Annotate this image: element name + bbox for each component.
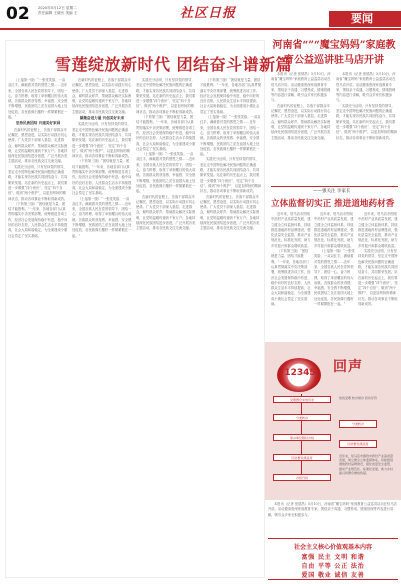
column-text: （下转第三版）“团结就是力量，团结才能胜利。”一年来，各地各部门认真贯彻落实中央决策部署，统筹推进各项工作，经济社会发展保持稳中有进、稳中向好的良好态势，人民群众生活水平持续提高，社会大局和谐稳定，为全面建成小康社会奠定了坚实基础。 <box>8 201 68 238</box>
bottom-right-text <box>268 502 398 536</box>
column-text: 本报讯（记者 张德昌）5月10日，河南省“魔宝妈妈”家庭教育公益巡讲活动在驻马店开讲。活动邀请资深家庭教育专家，围绕亲子沟通、习惯养成、情绪管理等内容进行讲解，吸引众多家长积极参与。 <box>268 502 397 517</box>
masthead <box>0 0 401 30</box>
flow-step: 受理群众来电诉求 <box>273 396 331 403</box>
column-text: （下转第三版）“团结就是力量，团结才能胜利。”一年来，各地各部门认真贯彻落实中央决策部署，统筹推进各项工作，经济社会发展保持稳中有进、稳中向好的良好态势，人民群众生活水平持续提高，社会大局和谐稳定，为全面建成小康社会奠定了坚实基础。 <box>72 159 132 196</box>
flow-side-step: 分类转办 <box>339 420 377 428</box>
right-story-title: 河南省“”“魔宝妈妈”家庭教育公益巡讲驻马店开讲 <box>272 40 396 66</box>
banner-row: 爱国 敬业 诚信 友善 <box>301 572 365 579</box>
column-text: （上接第一版）“一张张笑脸、一双双红手，满载着对党的感恩之情……近年来，全国各族人民在党的领导下，团结一心，奋力拼搏，取得了举世瞩目的伟大成就。各族群众的获得感、幸福感、安全感不断增强，民族团结之花在祖国大地上处处绽放，各民族像石榴籽一样紧紧抱在一起。” <box>72 196 132 238</box>
column-text: （下转第三版）“团结就是力量，团结才能胜利。”一年来，各地各部门认真贯彻落实中央决策部署，统筹推进各项工作，经济社会发展保持稳中有进、稳中向好的良好态势，人民群众生活水平持续提高，社会大局和谐稳定，为全面建成小康社会奠定了坚实基础。 <box>271 249 311 307</box>
main-headline: 雪莲绽放新时代 团结奋斗谱新篇 <box>55 55 293 74</box>
banner-title: 社会主义核心价值观基本内容 <box>293 544 372 551</box>
column-text: 实践充分证明，只有坚持党的领导，坚定走中国特色解决民族问题的正确道路，才能实现各民族共同团结奋斗、共同繁荣发展。站在新的历史起点上，我们要进一步增强“四个意识”、坚定“四个自信”、做到“两个维护”，以更加昂扬的精神状态，推动各项事业不断取得新成效。 <box>72 122 132 159</box>
page-number: 02 <box>6 4 30 24</box>
sub-story-col-3 <box>358 212 398 340</box>
column-text: （下转第三版）“团结就是力量，团结才能胜利。”一年来，各地各部门认真贯彻落实中央决策部署，统筹推进各项工作，经济社会发展保持稳中有进、稳中向好的良好态势，人民群众生活水平持续提高，社会大局和谐稳定，为全面建成小康社会奠定了坚实基础。 <box>136 115 196 151</box>
right-story-col-2 <box>336 72 398 184</box>
column-text: 实践充分证明，只有坚持党的领导，坚定走中国特色解决民族问题的正确道路，才能实现各民族共同团结奋斗、共同繁荣发展。站在新的历史起点上，我们要进一步增强“四个意识”、坚定“四个自信”、做到“两个维护”，以更加昂扬的精神状态，推动各项事业不断取得新成效。 <box>200 157 262 194</box>
flow-step: 办结归档 <box>273 474 331 481</box>
date-line: 2020年5月12日 星期二 <box>38 6 77 10</box>
sub-story-col-1 <box>271 212 311 340</box>
hotline-number: 12345 <box>284 368 316 378</box>
article-column-1 <box>8 78 68 578</box>
article-column-3 <box>136 78 196 578</box>
column-text: （下转第三版）“团结就是力量，团结才能胜利。”一年来，各地各部门认真贯彻落实中央决策部署，统筹推进各项工作，经济社会发展保持稳中有进、稳中向好的良好态势，人民群众生活水平持续提高，社会大局和谐稳定，为全面建成小康社会奠定了坚实基础。 <box>200 78 262 114</box>
article-column-4 <box>200 78 262 578</box>
promo-slogan: 回声 <box>333 359 363 375</box>
column-text: （上接第一版）“一张张笑脸、一双双红手，满载着对党的感恩之情……近年来，全国各族人民在党的领导下，团结一心，奋力拼搏，取得了举世瞩目的伟大成就。各族群众的获得感、幸福感、安全感不断增强，民族团结之花在祖国大地上处处绽放，各民族像石榴籽一样紧紧抱在一起。” <box>314 249 355 307</box>
flow-step: 回访群众满意度 <box>273 454 331 461</box>
column-text: 实践充分证明，只有坚持党的领导，坚定走中国特色解决民族问题的正确道路，才能实现各民族共同团结奋斗、共同繁荣发展。站在新的历史起点上，我们要进一步增强“四个意识”、坚定“四个自信”、做到“两个维护”，以更加昂扬的精神状态，推动各项事业不断取得新成效。 <box>136 78 196 114</box>
flow-step: 承办单位限时办结 <box>273 434 331 441</box>
column-subhead: 坚持民族团结 共建美好家园 <box>15 121 61 126</box>
article-column-2 <box>72 78 132 578</box>
banner-row: 富强 民主 文明 和谐 <box>301 554 365 561</box>
column-text: 近年来，驻马店市围绕中药材产业高质量发展，建立健全立体监督体系，持续推进道地药材品牌建设，强化质量安全监管，推动产业规范化、标准化发展，助力乡村振兴和群众增收致富。 <box>314 212 354 248</box>
editor-line: 责任编辑 王晓庆 美编 王 <box>38 11 78 15</box>
banner-row: 自由 平等 公正 法治 <box>301 563 365 570</box>
section-divider <box>271 186 398 187</box>
column-text: 本报讯（记者 张德昌）5月10日，河南省“魔宝妈妈”家庭教育公益巡讲活动在驻马店开讲。活动邀请资深家庭教育专家，围绕亲子沟通、习惯养成、情绪管理等内容进行讲解，吸引众多家长积极参与。 <box>336 72 396 103</box>
date-info <box>38 6 77 16</box>
column-text: （上接第一版）“一张张笑脸、一双双红手，满载着对党的感恩之情……近年来，全国各族人民在党的领导下，团结一心，奋力拼搏，取得了举世瞩目的伟大成就。各族群众的获得感、幸福感、安全感不断增强，民族团结之花在祖国大地上处处绽放，各民族像石榴籽一样紧紧抱在一起。” <box>200 115 261 157</box>
hotline-promo <box>265 342 401 500</box>
column-text: 在新时代的征程上，各族干部群众牢记嘱托、感恩奋进，以实际行动践行初心使命。广大党员干部深入基层、走进群众，倾听群众呼声，帮助群众解决实际困难，让党的温暖传递到千家万户。各地持续深化民族团结进步创建，广泛开展各类主题活动，推动各民族交往交流交融。 <box>136 194 196 231</box>
sub-story-headline: 立体监督切实正 推进道地药材香 <box>271 199 395 209</box>
column-text: （上接第一版）“一张张笑脸、一双双红手，满载着对党的感恩之情……近年来，全国各族人民在党的领导下，团结一心，奋力拼搏，取得了举世瞩目的伟大成就。各族群众的获得感、幸福感、安全感不断增强，民族团结之花在祖国大地上处处绽放，各民族像石榴籽一样紧紧抱在一起。” <box>8 78 68 120</box>
right-story-col-1 <box>271 72 333 184</box>
column-text: 在新时代的征程上，各族干部群众牢记嘱托、感恩奋进，以实际行动践行初心使命。广大党员干部深入基层、走进群众，倾听群众呼声，帮助群众解决实际困难，让党的温暖传递到千家万户。各地持续深化民族团结进步创建，广泛开展各类主题活动，推动各民族交往交流交融。 <box>72 78 132 114</box>
flow-side-text: 近年来，驻马店市围绕中药材产业高质量发展，建立健全立体监督体系，持续推进道地药材品牌建设，强化质量安全监管，推动产业规范化、标准化发展，助力乡村振兴和群众增收致富。 <box>339 454 394 475</box>
column-text: 在新时代的征程上，各族干部群众牢记嘱托、感恩奋进，以实际行动践行初心使命。广大党员干部深入基层、走进群众，倾听群众呼声，帮助群众解决实际困难，让党的温暖传递到千家万户。各地持续深化民族团结进步创建，广泛开展各类主题活动，推动各民族交往交流交融。 <box>271 103 331 140</box>
column-text: 实践充分证明，只有坚持党的领导，坚定走中国特色解决民族问题的正确道路，才能实现各民族共同团结奋斗、共同繁荣发展。站在新的历史起点上，我们要进一步增强“四个意识”、坚定“四个自信”、做到“两个维护”，以更加昂扬的精神状态，推动各项事业不断取得新成效。 <box>336 103 398 140</box>
column-text: 实践充分证明，只有坚持党的领导，坚定走中国特色解决民族问题的正确道路，才能实现各民族共同团结奋斗、共同繁荣发展。站在新的历史起点上，我们要进一步增强“四个意识”、坚定“四个自信”、做到“两个维护”，以更加昂扬的精神状态，推动各项事业不断取得新成效。 <box>358 249 398 307</box>
hotline-badge <box>273 358 327 394</box>
core-values-banner <box>268 538 398 580</box>
section-tab: 要闻 <box>329 11 401 27</box>
sub-story-col-2 <box>314 212 356 340</box>
flow-step: 分类转办 <box>273 414 331 421</box>
newspaper-logo: 社区日报 <box>180 6 237 21</box>
column-text: 近年来，驻马店市围绕中药材产业高质量发展，建立健全立体监督体系，持续推进道地药材品牌建设，强化质量安全监管，推动产业规范化、标准化发展，助力乡村振兴和群众增收致富。 <box>358 212 398 248</box>
column-text: 实践充分证明，只有坚持党的领导，坚定走中国特色解决民族问题的正确道路，才能实现各民族共同团结奋斗、共同繁荣发展。站在新的历史起点上，我们要进一步增强“四个意识”、坚定“四个自信”、做到“两个维护”，以更加昂扬的精神状态，推动各项事业不断取得新成效。 <box>8 164 68 201</box>
flow-side-step: 回访群众满意度 <box>339 440 377 448</box>
column-text: 近年来，驻马店市围绕中药材产业高质量发展，建立健全立体监督体系，持续推进道地药材品牌建设，强化质量安全监管，推动产业规范化、标准化发展，助力乡村振兴和群众增收致富。 <box>271 212 311 248</box>
column-text: （上接第一版）“一张张笑脸、一双双红手，满载着对党的感恩之情……近年来，全国各族人民在党的领导下，团结一心，奋力拼搏，取得了举世瞩目的伟大成就。各族群众的获得感、幸福感、安全感不断增强，民族团结之花在祖国大地上处处绽放，各民族像石榴籽一样紧紧抱在一起。” <box>136 152 196 194</box>
sub-story-lead: ——强关注 亲家长 <box>313 189 351 194</box>
column-text: 在新时代的征程上，各族干部群众牢记嘱托、感恩奋进，以实际行动践行初心使命。广大党员干部深入基层、走进群众，倾听群众呼声，帮助群众解决实际困难，让党的温暖传递到千家万户。各地持续深化民族团结进步创建，广泛开展各类主题活动，推动各民族交往交流交融。 <box>8 127 68 164</box>
column-text: 本报讯（记者 张德昌）5月10日，河南省“魔宝妈妈”家庭教育公益巡讲活动在驻马店开讲。活动邀请资深家庭教育专家，围绕亲子沟通、习惯养成、情绪管理等内容进行讲解，吸引众多家长积极参与。 <box>271 72 331 103</box>
column-text: 在新时代的征程上，各族干部群众牢记嘱托、感恩奋进，以实际行动践行初心使命。广大党员干部深入基层、走进群众，倾听群众呼声，帮助群众解决实际困难，让党的温暖传递到千家万户。各地持续深化民族团结进步创建，广泛开展各类主题活动，推动各民族交往交流交融。 <box>200 194 260 231</box>
column-subhead: 凝聚奋进力量 共创美好未来 <box>79 116 125 121</box>
flow-side-note: 热线受理 转办督办 回访评价 <box>339 396 377 400</box>
